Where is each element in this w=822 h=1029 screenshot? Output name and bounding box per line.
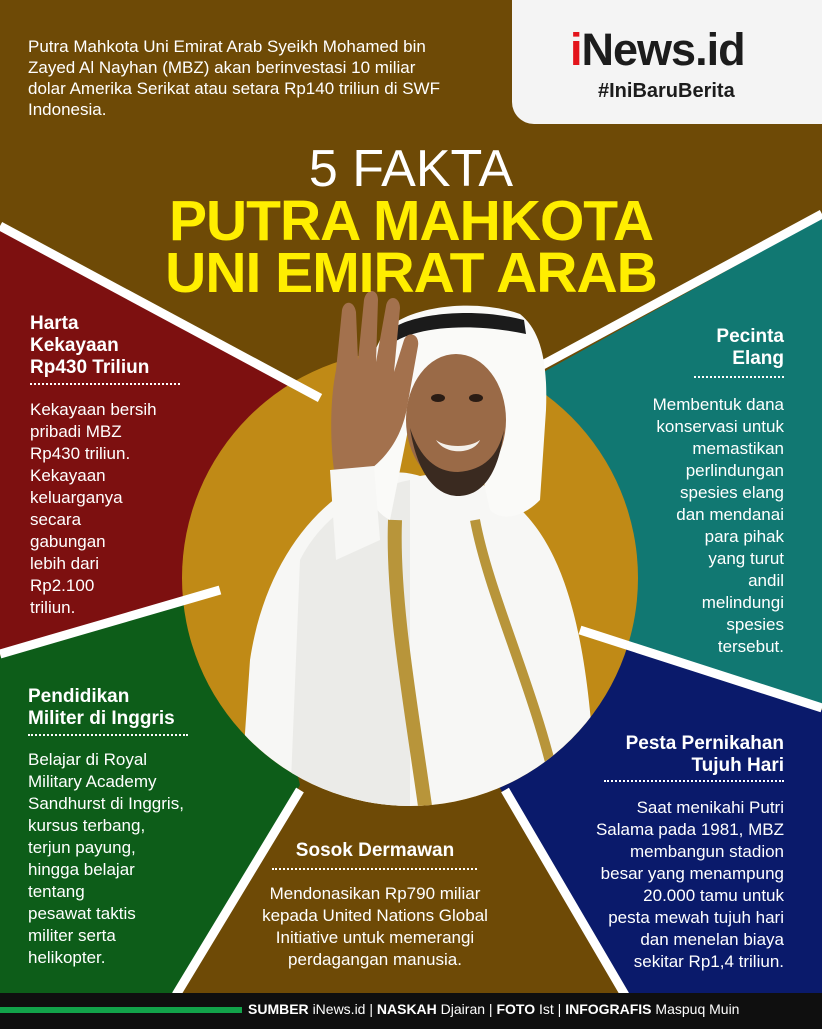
wealth-line: Kekayaan bersih [30, 400, 157, 419]
falcon-line: spesies [726, 615, 784, 634]
falcon-line: spesies elang [680, 483, 784, 502]
wealth-divider [30, 383, 180, 385]
footer-accent [0, 1007, 242, 1013]
falcon-body [653, 394, 784, 658]
military-divider [28, 734, 188, 736]
falcon-line: andil [748, 571, 784, 590]
falcon-divider [694, 376, 784, 378]
falcon-line: melindungi [701, 593, 784, 612]
logo-letter: i [570, 24, 582, 75]
credit-value: iNews.id [312, 1001, 366, 1017]
wedding-line: besar yang menampung [600, 864, 784, 883]
logo-text: News.id [581, 24, 745, 75]
wealth-heading [30, 313, 149, 379]
wedding-heading [626, 733, 784, 777]
military-body [28, 749, 184, 969]
falcon-line: para pihak [704, 527, 784, 546]
charity-line: Initiative untuk memerangi [275, 928, 475, 947]
falcon-heading-l1: Pecinta [716, 326, 784, 347]
wedding-line: 20.000 tamu untuk [643, 886, 784, 905]
military-line: terjun payung, [28, 838, 136, 857]
military-line: helikopter. [28, 948, 106, 967]
wedding-heading-l1: Pesta Pernikahan [625, 733, 784, 754]
falcon-heading [716, 326, 784, 370]
title-line-1: PUTRA MAHKOTA [168, 189, 654, 253]
wedding-line: membangun stadion [629, 842, 784, 861]
military-heading-l2: Militer di Inggris [28, 708, 175, 729]
brand-tagline: #IniBaruBerita [598, 80, 735, 102]
falcon-line: Membentuk dana [652, 395, 784, 414]
credit-value: Ist [538, 1001, 554, 1017]
wedding-line: Saat menikahi Putri [636, 798, 784, 817]
wedding-line: pesta mewah tujuh hari [608, 908, 784, 927]
wedding-line: sekitar Rp1,4 triliun. [633, 952, 784, 971]
falcon-line: yang turut [708, 549, 784, 568]
intro-text: Putra Mahkota Uni Emirat Arab Syeikh Mohamed bin Zayed Al Nayhan (MBZ) akan berinvestasi 10 miliar dolar Amerika Serikat atau setara Rp140 triliun di SWF Indonesia. [28, 37, 440, 119]
wealth-line: gabungan [30, 532, 106, 551]
falcon-line: perlindungan [685, 461, 784, 480]
title-line-2: UNI EMIRAT ARAB [165, 241, 657, 305]
military-line: Sandhurst di Inggris, [28, 794, 184, 813]
brand-card [512, 0, 822, 124]
wealth-line: Rp2.100 [30, 576, 95, 595]
charity-line: perdagangan manusia. [288, 950, 462, 969]
military-heading [28, 686, 175, 730]
credit-value: Maspuq Muin [655, 1001, 740, 1017]
wedding-line: Salama pada 1981, MBZ [595, 820, 784, 839]
charity-heading: Sosok Dermawan [295, 840, 455, 861]
military-line: Military Academy [28, 772, 157, 791]
charity-divider [272, 868, 477, 870]
inews-logo [570, 26, 745, 74]
falcon-line: dan mendanai [676, 505, 784, 524]
charity-body [225, 883, 525, 971]
wealth-line: Rp430 triliun. [30, 444, 131, 463]
credit-label: SUMBER [248, 1001, 309, 1017]
wedding-body [596, 797, 784, 973]
wealth-heading-l1: Harta [30, 313, 79, 334]
wealth-line: triliun. [30, 598, 76, 617]
title-count: 5 FAKTA [308, 140, 514, 198]
footer-credits: SUMBER iNews.id | NASKAH Djairan | FOTO Ist | INFOGRAFIS Maspuq Muin [248, 1001, 740, 1017]
military-line: militer serta [28, 926, 116, 945]
credit-label: NASKAH [376, 1001, 437, 1017]
wealth-line: secara [30, 510, 82, 529]
charity-line: kepada United Nations Global [262, 906, 488, 925]
military-line: Belajar di Royal [28, 750, 148, 769]
wealth-body [30, 399, 157, 619]
credit-value: Djairan [440, 1001, 486, 1017]
wealth-line: Kekayaan [30, 466, 106, 485]
military-line: kursus terbang, [28, 816, 146, 835]
military-heading-l1: Pendidikan [28, 686, 130, 707]
military-line: tentang [28, 882, 85, 901]
wealth-line: lebih dari [30, 554, 99, 573]
credit-label: FOTO [496, 1001, 536, 1017]
wedding-divider [604, 780, 784, 782]
wedding-heading-l2: Tujuh Hari [691, 755, 784, 776]
military-line: pesawat taktis [28, 904, 136, 923]
falcon-heading-l2: Elang [732, 348, 784, 369]
charity-line: Mendonasikan Rp790 miliar [269, 884, 481, 903]
credit-label: INFOGRAFIS [565, 1001, 652, 1017]
wealth-line: pribadi MBZ [30, 422, 122, 441]
military-line: hingga belajar [28, 860, 135, 879]
falcon-line: memastikan [692, 439, 784, 458]
wedding-line: dan menelan biaya [640, 930, 784, 949]
falcon-line: tersebut. [717, 637, 784, 656]
wealth-heading-l2: Kekayaan [30, 335, 119, 356]
wealth-heading-l3: Rp430 Triliun [30, 357, 150, 378]
falcon-line: konservasi untuk [656, 417, 784, 436]
wealth-line: keluarganya [30, 488, 123, 507]
